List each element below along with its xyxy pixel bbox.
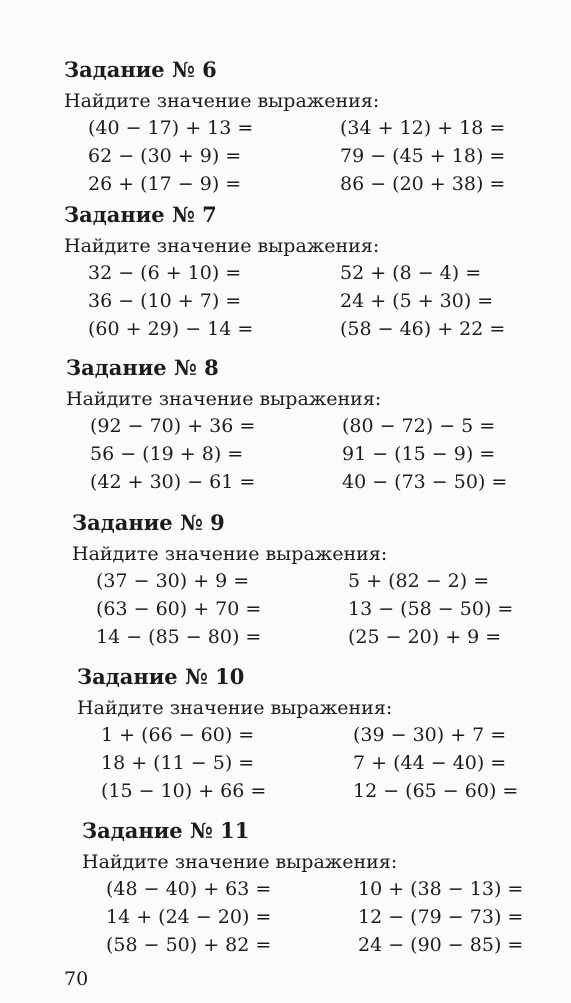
task-title: Задание № 6 bbox=[64, 57, 217, 82]
task-7 bbox=[64, 203, 564, 343]
expression: 56 − (19 + 8) = bbox=[90, 443, 244, 465]
expression: 62 − (30 + 9) = bbox=[88, 145, 242, 167]
expression: 32 − (6 + 10) = bbox=[88, 262, 242, 284]
exercise-row bbox=[66, 412, 566, 440]
exercise-row bbox=[77, 721, 571, 749]
exercise-grid bbox=[64, 114, 564, 198]
expression: (58 − 46) + 22 = bbox=[340, 318, 506, 340]
expression: (40 − 17) + 13 = bbox=[88, 117, 254, 139]
expression: 18 + (11 − 5) = bbox=[101, 752, 255, 774]
expression: 52 + (8 − 4) = bbox=[340, 262, 482, 284]
expression: 12 − (79 − 73) = bbox=[358, 906, 524, 928]
expression: (60 + 29) − 14 = bbox=[88, 318, 254, 340]
expression: 5 + (82 − 2) = bbox=[348, 570, 490, 592]
expression: (42 + 30) − 61 = bbox=[90, 471, 256, 493]
exercise-row bbox=[77, 777, 571, 805]
exercise-row bbox=[82, 875, 571, 903]
task-instruction: Найдите значение выражения: bbox=[64, 235, 380, 257]
expression: 40 − (73 − 50) = bbox=[342, 471, 508, 493]
exercise-row bbox=[64, 315, 564, 343]
task-title: Задание № 10 bbox=[77, 664, 245, 689]
expression: (34 + 12) + 18 = bbox=[340, 117, 506, 139]
exercise-row bbox=[66, 440, 566, 468]
expression: (80 − 72) − 5 = bbox=[342, 415, 496, 437]
expression: 7 + (44 − 40) = bbox=[353, 752, 507, 774]
exercise-row bbox=[72, 567, 571, 595]
task-8 bbox=[66, 356, 566, 496]
expression: 26 + (17 − 9) = bbox=[88, 173, 242, 195]
task-instruction: Найдите значение выражения: bbox=[66, 388, 382, 410]
expression: (39 − 30) + 7 = bbox=[353, 724, 507, 746]
task-10 bbox=[77, 665, 571, 805]
expression: 24 − (90 − 85) = bbox=[358, 934, 524, 956]
task-11 bbox=[82, 819, 571, 959]
expression: 14 + (24 − 20) = bbox=[106, 906, 272, 928]
expression: 79 − (45 + 18) = bbox=[340, 145, 506, 167]
task-instruction: Найдите значение выражения: bbox=[82, 851, 398, 873]
exercise-row bbox=[64, 287, 564, 315]
task-instruction: Найдите значение выражения: bbox=[77, 697, 393, 719]
expression: (15 − 10) + 66 = bbox=[101, 780, 267, 802]
task-instruction: Найдите значение выражения: bbox=[64, 90, 380, 112]
exercise-row bbox=[66, 468, 566, 496]
expression: 14 − (85 − 80) = bbox=[96, 626, 262, 648]
task-title: Задание № 7 bbox=[64, 202, 217, 227]
exercise-row bbox=[72, 595, 571, 623]
expression: 91 − (15 − 9) = bbox=[342, 443, 496, 465]
exercise-row bbox=[77, 749, 571, 777]
expression: (92 − 70) + 36 = bbox=[90, 415, 256, 437]
task-title: Задание № 9 bbox=[72, 510, 225, 535]
expression: (58 − 50) + 82 = bbox=[106, 934, 272, 956]
expression: 12 − (65 − 60) = bbox=[353, 780, 519, 802]
expression: 13 − (58 − 50) = bbox=[348, 598, 514, 620]
exercise-grid bbox=[64, 259, 564, 343]
expression: (63 − 60) + 70 = bbox=[96, 598, 262, 620]
exercise-row bbox=[64, 114, 564, 142]
expression: (48 − 40) + 63 = bbox=[106, 878, 272, 900]
exercise-row bbox=[64, 259, 564, 287]
exercise-row bbox=[64, 142, 564, 170]
exercise-grid bbox=[72, 567, 571, 651]
expression: 10 + (38 − 13) = bbox=[358, 878, 524, 900]
task-6 bbox=[64, 58, 564, 198]
exercise-row bbox=[64, 170, 564, 198]
expression: 1 + (66 − 60) = bbox=[101, 724, 255, 746]
task-9 bbox=[72, 511, 571, 651]
exercise-row bbox=[82, 903, 571, 931]
expression: 36 − (10 + 7) = bbox=[88, 290, 242, 312]
task-title: Задание № 11 bbox=[82, 818, 250, 843]
exercise-grid bbox=[82, 875, 571, 959]
expression: 24 + (5 + 30) = bbox=[340, 290, 494, 312]
exercise-row bbox=[72, 623, 571, 651]
task-instruction: Найдите значение выражения: bbox=[72, 543, 388, 565]
page-number: 70 bbox=[64, 968, 89, 990]
expression: 86 − (20 + 38) = bbox=[340, 173, 506, 195]
exercise-grid bbox=[77, 721, 571, 805]
expression: (37 − 30) + 9 = bbox=[96, 570, 250, 592]
exercise-row bbox=[82, 931, 571, 959]
exercise-grid bbox=[66, 412, 566, 496]
task-title: Задание № 8 bbox=[66, 355, 219, 380]
expression: (25 − 20) + 9 = bbox=[348, 626, 502, 648]
